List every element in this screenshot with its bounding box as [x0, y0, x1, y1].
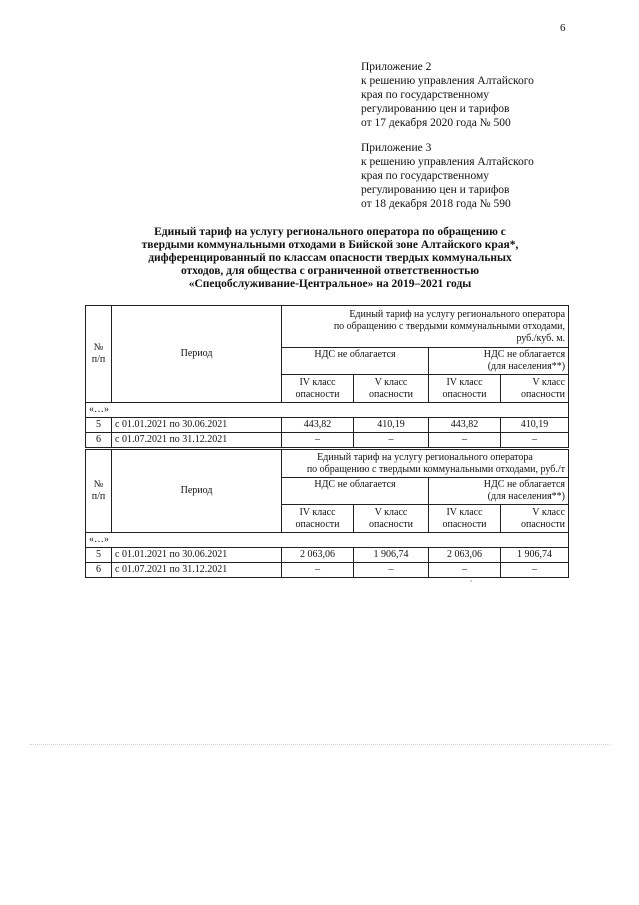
- class-label: V класс: [374, 506, 408, 518]
- class-label: IV класс: [446, 506, 483, 518]
- document-heading: [120, 226, 540, 291]
- heading-line: отходов, для общества с ограниченной ответственностью: [180, 265, 480, 277]
- row-value: 410,19: [354, 418, 429, 433]
- class-label: V класс: [532, 376, 566, 388]
- row-value: 1 906,74: [501, 548, 569, 563]
- class-label: V класс: [532, 506, 566, 518]
- period-header: Период: [112, 450, 282, 533]
- table-row: [86, 548, 569, 563]
- row-value: 443,82: [429, 418, 501, 433]
- tariff-header: [282, 306, 569, 348]
- row-value: 1 906,74: [354, 548, 429, 563]
- row-num: 6: [86, 433, 112, 448]
- heading-line: «Спецобслуживание-Центральное» на 2019–2021 годы: [188, 278, 472, 290]
- period-header: Период: [112, 306, 282, 403]
- appendix-3-line: регулированию цен и тарифов: [361, 184, 510, 196]
- num-header: № п/п: [86, 450, 112, 533]
- tariff-table-volume: [85, 305, 569, 448]
- class-label: опасности: [369, 518, 413, 530]
- vat-none-header: НДС не облагается: [282, 478, 429, 505]
- row-value: 443,82: [282, 418, 354, 433]
- class-iv-header: [282, 375, 354, 403]
- row-period: с 01.07.2021 по 31.12.2021: [112, 563, 282, 578]
- row-value: –: [282, 433, 354, 448]
- vat-population-line: (для населения**): [487, 491, 566, 502]
- tariff-header-line: Единый тариф на услугу регионального оператора: [349, 308, 566, 320]
- row-value: –: [354, 433, 429, 448]
- class-v-header: [501, 375, 569, 403]
- appendix-2-line: к решению управления Алтайского: [361, 75, 534, 87]
- heading-line: дифференцированный по классам опасности твердых коммунальных: [148, 252, 512, 264]
- appendix-3-line: к решению управления Алтайского: [361, 156, 534, 168]
- class-label: опасности: [521, 518, 566, 530]
- page-number: 6: [560, 22, 566, 34]
- class-iv-header: [429, 505, 501, 533]
- appendix-2-line: от 17 декабря 2020 года № 500: [361, 117, 511, 129]
- row-period: с 01.01.2021 по 30.06.2021: [112, 418, 282, 433]
- scan-speck: [470, 580, 472, 582]
- vat-population-line: НДС не облагается: [483, 479, 566, 490]
- table-row: [86, 563, 569, 578]
- tariff-header-line: Единый тариф на услугу регионального оператора: [317, 451, 533, 463]
- class-label: IV класс: [446, 376, 483, 388]
- class-label: опасности: [442, 388, 487, 400]
- tariff-header-line: руб./куб. м.: [516, 332, 566, 344]
- heading-line: твердыми коммунальными отходами в Бийской зоне Алтайского края*,: [141, 239, 519, 251]
- tariff-header-line: по обращению с твердыми коммунальными отходами, руб./т: [306, 463, 566, 475]
- num-header: № п/п: [86, 306, 112, 403]
- class-label: опасности: [521, 388, 566, 400]
- vat-population-line: (для населения**): [487, 361, 566, 372]
- row-value: –: [429, 433, 501, 448]
- heading-line: Единый тариф на услугу регионального оператора по обращению с: [154, 226, 506, 238]
- table-row: [86, 433, 569, 448]
- appendix-3-title: Приложение 3: [361, 142, 432, 154]
- class-label: V класс: [374, 376, 408, 388]
- tariff-table-weight: [85, 449, 569, 578]
- appendix-2-title: Приложение 2: [361, 61, 432, 73]
- row-value: 2 063,06: [282, 548, 354, 563]
- appendix-2-line: регулированию цен и тарифов: [361, 103, 510, 115]
- row-value: –: [282, 563, 354, 578]
- appendix-3-line: от 18 декабря 2018 года № 590: [361, 198, 511, 210]
- appendix-2-line: края по государственному: [361, 89, 489, 101]
- class-v-header: [354, 375, 429, 403]
- vat-population-header: [429, 348, 569, 375]
- vat-population-line: НДС не облагается: [483, 349, 566, 360]
- row-num: 6: [86, 563, 112, 578]
- class-label: IV класс: [299, 376, 336, 388]
- vat-population-header: [429, 478, 569, 505]
- row-period: с 01.01.2021 по 30.06.2021: [112, 548, 282, 563]
- class-label: опасности: [442, 518, 487, 530]
- table-row: [86, 418, 569, 433]
- appendix-3-block: [361, 141, 601, 211]
- class-label: опасности: [369, 388, 413, 400]
- class-iv-header: [429, 375, 501, 403]
- row-value: 410,19: [501, 418, 569, 433]
- tariff-header: [282, 450, 569, 478]
- tariff-header-line: по обращению с твердыми коммунальными отходами,: [333, 320, 566, 332]
- class-label: опасности: [295, 518, 340, 530]
- vat-none-header: НДС не облагается: [282, 348, 429, 375]
- row-num: 5: [86, 548, 112, 563]
- row-value: –: [501, 433, 569, 448]
- ellipsis-row: «…»: [86, 533, 569, 548]
- row-value: –: [501, 563, 569, 578]
- class-iv-header: [282, 505, 354, 533]
- appendix-3-line: края по государственному: [361, 170, 489, 182]
- class-v-header: [501, 505, 569, 533]
- class-label: IV класс: [299, 506, 336, 518]
- row-num: 5: [86, 418, 112, 433]
- class-v-header: [354, 505, 429, 533]
- row-value: –: [354, 563, 429, 578]
- row-value: –: [429, 563, 501, 578]
- appendix-2-block: [361, 60, 601, 130]
- scan-artifact-line: [30, 744, 610, 746]
- row-period: с 01.07.2021 по 31.12.2021: [112, 433, 282, 448]
- row-value: 2 063,06: [429, 548, 501, 563]
- class-label: опасности: [295, 388, 340, 400]
- ellipsis-row: «…»: [86, 403, 569, 418]
